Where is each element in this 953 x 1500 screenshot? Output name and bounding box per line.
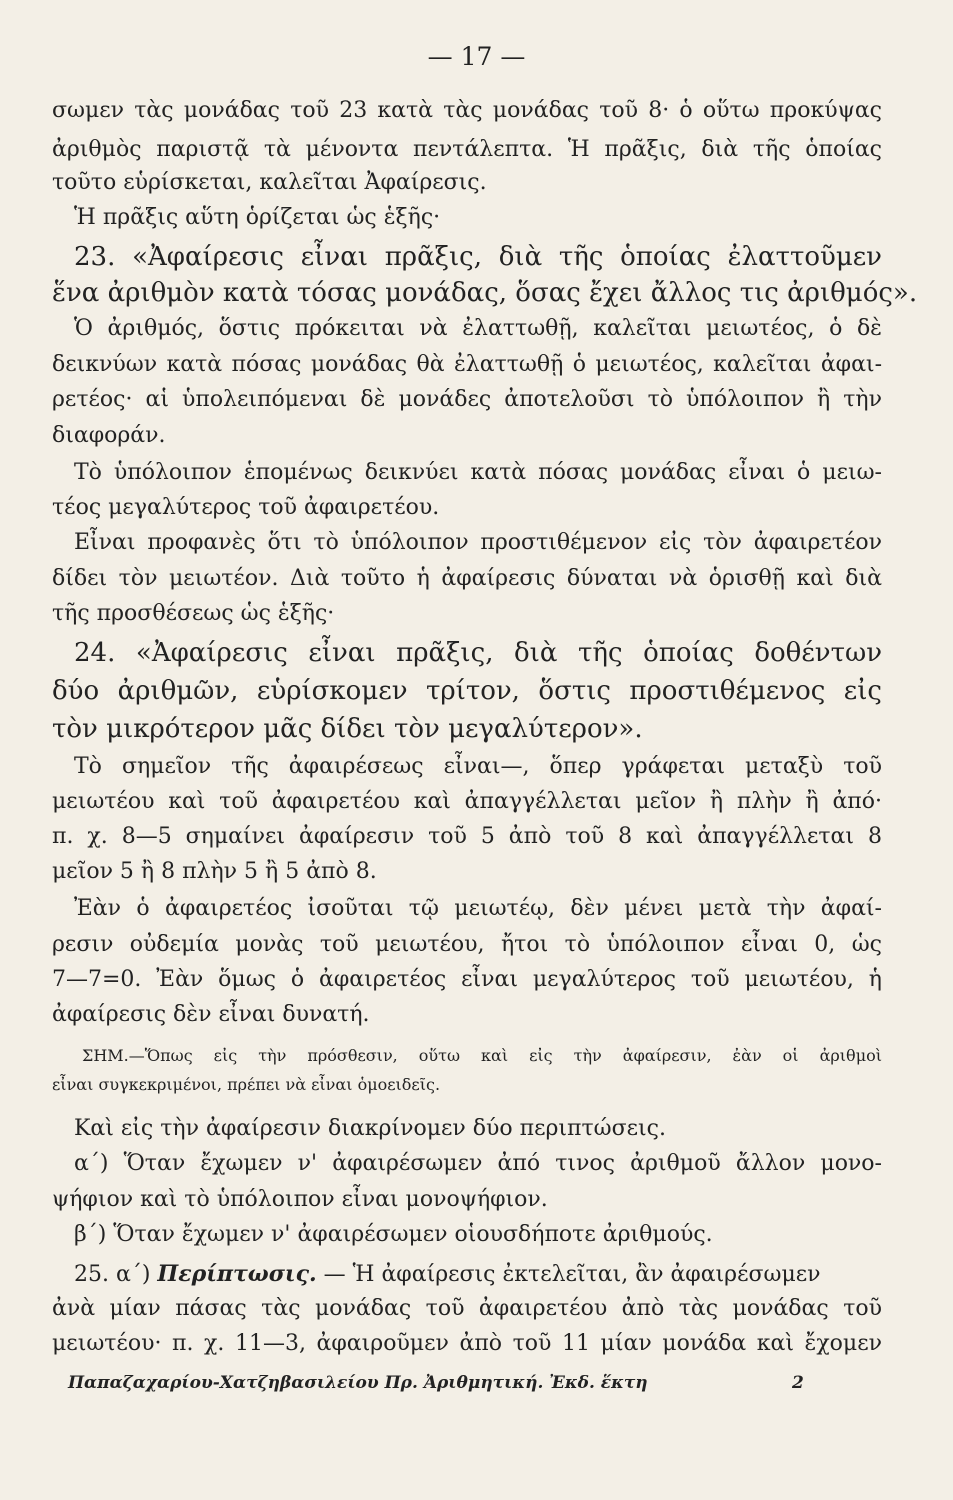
text-line: ψήφιον καὶ τὸ ὑπόλοιπον εἶναι μονοψήφιον. [52, 1187, 548, 1212]
footer-book-title: Παπαζαχαρίου-Χατζηβασιλείου Πρ. Ἀριθμητική. Ἐκδ. ἕκτη [68, 1373, 648, 1393]
text-line: Ἐὰν ὁ ἀφαιρετέος ἰσοῦται τῷ μειωτέῳ, δὲν μένει μετὰ τὴν ἀφαί- [74, 896, 882, 921]
page-number: — 17 — [427, 42, 526, 71]
text-line: ἀριθμὸς παριστᾷ τὰ μένοντα πεντάλεπτα. Ἡ πρᾶξις, διὰ τῆς ὁποίας [52, 137, 882, 162]
text-line: μειωτέου καὶ τοῦ ἀφαιρετέου καὶ ἀπαγγέλλεται μεῖον ἢ πλὴν ἢ ἀπό· [52, 789, 882, 814]
text-line: μειωτέου· π. χ. 11—3, ἀφαιροῦμεν ἀπὸ τοῦ 11 μίαν μονάδα καὶ ἔχομεν [52, 1331, 882, 1356]
case-25-line [74, 1263, 882, 1286]
text-line: ἀφαίρεσις δὲν εἶναι δυνατή. [52, 1002, 370, 1027]
text-line: Εἶναι προφανὲς ὅτι τὸ ὑπόλοιπον προστιθέμενον εἰς τὸν ἀφαιρετέον [74, 530, 882, 555]
case-text: — Ἡ ἀφαίρεσις ἐκτελεῖται, ἂν ἀφαιρέσωμεν [323, 1262, 821, 1287]
definition-24-line: δύο ἀριθμῶν, εὑρίσκομεν τρίτον, ὅστις προστιθέμενος εἰς [52, 676, 882, 706]
text-line: Ὁ ἀριθμός, ὅστις πρόκειται νὰ ἐλαττωθῇ, καλεῖται μειωτέος, ὁ δὲ [74, 316, 882, 341]
text-line: 7—7=0. Ἐὰν ὅμως ὁ ἀφαιρετέος εἶναι μεγαλύτερος τοῦ μειωτέου, ἡ [52, 967, 882, 992]
text-line: τοῦτο εὑρίσκεται, καλεῖται Ἀφαίρεσις. [52, 170, 487, 195]
footer-sheet-number: 2 [792, 1373, 804, 1393]
text-line: σωμεν τὰς μονάδας τοῦ 23 κατὰ τὰς μονάδας τοῦ 8· ὁ οὕτω προκύψας [52, 98, 882, 123]
case-title: Περίπτωσις. [157, 1261, 317, 1287]
text-line: ἀνὰ μίαν πάσας τὰς μονάδας τοῦ ἀφαιρετέου ἀπὸ τὰς μονάδας τοῦ [52, 1296, 882, 1321]
text-line: μεῖον 5 ἢ 8 πλὴν 5 ἢ 5 ἀπὸ 8. [52, 859, 377, 884]
text-line: β΄) Ὅταν ἔχωμεν ν' ἀφαιρέσωμεν οἱουσδήποτε ἀριθμούς. [74, 1222, 713, 1247]
text-line: δεικνύων κατὰ πόσας μονάδας θὰ ἐλαττωθῇ ὁ μειωτέος, καλεῖται ἀφαι- [52, 352, 882, 377]
text-line: Τὸ ὑπόλοιπον ἑπομένως δεικνύει κατὰ πόσας μονάδας εἶναι ὁ μειω- [74, 460, 882, 485]
text-line: Καὶ εἰς τὴν ἀφαίρεσιν διακρίνομεν δύο περιπτώσεις. [74, 1116, 666, 1141]
text-line: ρετέος· αἱ ὑπολειπόμεναι δὲ μονάδες ἀποτελοῦσι τὸ ὑπόλοιπον ἢ τὴν [52, 387, 882, 412]
note-line: εἶναι συγκεκριμένοι, πρέπει νὰ εἶναι ὁμοειδεῖς. [52, 1075, 441, 1094]
text-line: α΄) Ὅταν ἔχωμεν ν' ἀφαιρέσωμεν ἀπό τινος ἀριθμοῦ ἄλλον μονο- [74, 1151, 882, 1176]
definition-24-line: τὸν μικρότερον μᾶς δίδει τὸν μεγαλύτερον». [52, 714, 643, 744]
text-line: τῆς προσθέσεως ὡς ἑξῆς· [52, 601, 335, 626]
text-line: π. χ. 8—5 σημαίνει ἀφαίρεσιν τοῦ 5 ἀπὸ τοῦ 8 καὶ ἀπαγγέλλεται 8 [52, 824, 882, 849]
section-number: 25. α΄) [74, 1262, 151, 1287]
text-line: διαφοράν. [52, 423, 166, 448]
definition-24-line: 24. «Ἀφαίρεσις εἶναι πρᾶξις, διὰ τῆς ὁποίας δοθέντων [74, 638, 882, 668]
note-line: ΣΗΜ.—Ὅπως εἰς τὴν πρόσθεσιν, οὕτω καὶ εἰς τὴν ἀφαίρεσιν, ἐὰν οἱ ἀριθμοὶ [82, 1046, 882, 1065]
text-line: δίδει τὸν μειωτέον. Διὰ τοῦτο ἡ ἀφαίρεσις δύναται νὰ ὁρισθῇ καὶ διὰ [52, 566, 882, 591]
text-line: τέος μεγαλύτερος τοῦ ἀφαιρετέου. [52, 495, 440, 520]
definition-23-line: ἕνα ἀριθμὸν κατὰ τόσας μονάδας, ὅσας ἔχει ἄλλος τις ἀριθμός». [52, 278, 918, 308]
text-line: Τὸ σημεῖον τῆς ἀφαιρέσεως εἶναι—, ὅπερ γράφεται μεταξὺ τοῦ [74, 754, 882, 779]
text-line: Ἡ πρᾶξις αὕτη ὁρίζεται ὡς ἑξῆς· [74, 205, 441, 230]
definition-23-line: 23. «Ἀφαίρεσις εἶναι πρᾶξις, διὰ τῆς ὁποίας ἐλαττοῦμεν [74, 242, 882, 272]
text-line: ρεσιν οὐδεμία μονὰς τοῦ μειωτέου, ἤτοι τὸ ὑπόλοιπον εἶναι 0, ὡς [52, 932, 882, 957]
